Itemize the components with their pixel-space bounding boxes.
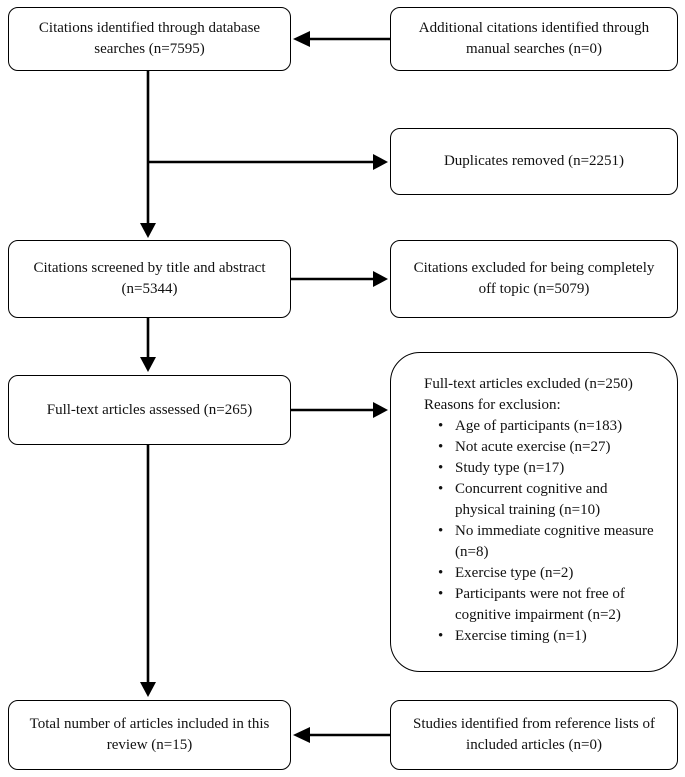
- box-citations-screened-text: Citations screened by title and abstract (n=5344): [33, 260, 266, 297]
- box-fulltext-assessed-text: Full-text articles assessed (n=265): [46, 401, 253, 418]
- exclusion-reason: • Not acute exercise (n=27): [438, 437, 659, 458]
- exclusion-reason: • Exercise type (n=2): [438, 563, 659, 584]
- box-manual-searches: [390, 7, 678, 71]
- box-total-included: [8, 700, 291, 770]
- arrow-screened-to-offtopic: [291, 271, 388, 287]
- box-citations-screened: [8, 240, 291, 318]
- box-database-searches-text: Citations identified through database searches (n=7595): [38, 20, 261, 57]
- box-reference-lists-text: Studies identified from reference lists of included articles (n=0): [412, 716, 655, 753]
- exclusion-reason-list: [424, 416, 659, 647]
- box-duplicates-removed: [390, 128, 678, 195]
- box-fulltext-assessed: [8, 375, 291, 445]
- fulltext-excluded-title: Full-text articles excluded (n=250): [424, 376, 633, 392]
- arrow-fulltext-to-excluded: [291, 402, 388, 418]
- box-manual-searches-text: Additional citations identified through manual searches (n=0): [418, 20, 650, 57]
- exclusion-reason: • Age of participants (n=183): [438, 416, 659, 437]
- arrow-db-to-screened: [140, 71, 156, 238]
- arrow-reference-to-included: [293, 727, 390, 743]
- box-duplicates-removed-text: Duplicates removed (n=2251): [443, 153, 625, 169]
- box-citations-excluded: [390, 240, 678, 318]
- box-reference-lists: [390, 700, 678, 770]
- exclusion-reason: • Study type (n=17): [438, 458, 659, 479]
- exclusion-reason: • Exercise timing (n=1): [438, 626, 659, 647]
- box-database-searches: [8, 7, 291, 71]
- arrow-branch-to-duplicates: [147, 154, 388, 170]
- exclusion-reason: • Participants were not free of cognitive impairment (n=2): [438, 584, 659, 626]
- arrow-manual-to-db: [293, 31, 390, 47]
- box-total-included-text: Total number of articles included in this review (n=15): [29, 716, 270, 753]
- exclusion-reason: • No immediate cognitive measure (n=8): [438, 521, 659, 563]
- exclusion-reason: • Concurrent cognitive and physical training (n=10): [438, 479, 659, 521]
- arrow-screened-to-fulltext: [140, 318, 156, 372]
- arrow-fulltext-to-included: [140, 445, 156, 697]
- box-citations-excluded-text: Citations excluded for being completely off topic (n=5079): [413, 260, 655, 297]
- box-fulltext-excluded: [390, 352, 678, 672]
- fulltext-excluded-subtitle: Reasons for exclusion:: [424, 397, 561, 413]
